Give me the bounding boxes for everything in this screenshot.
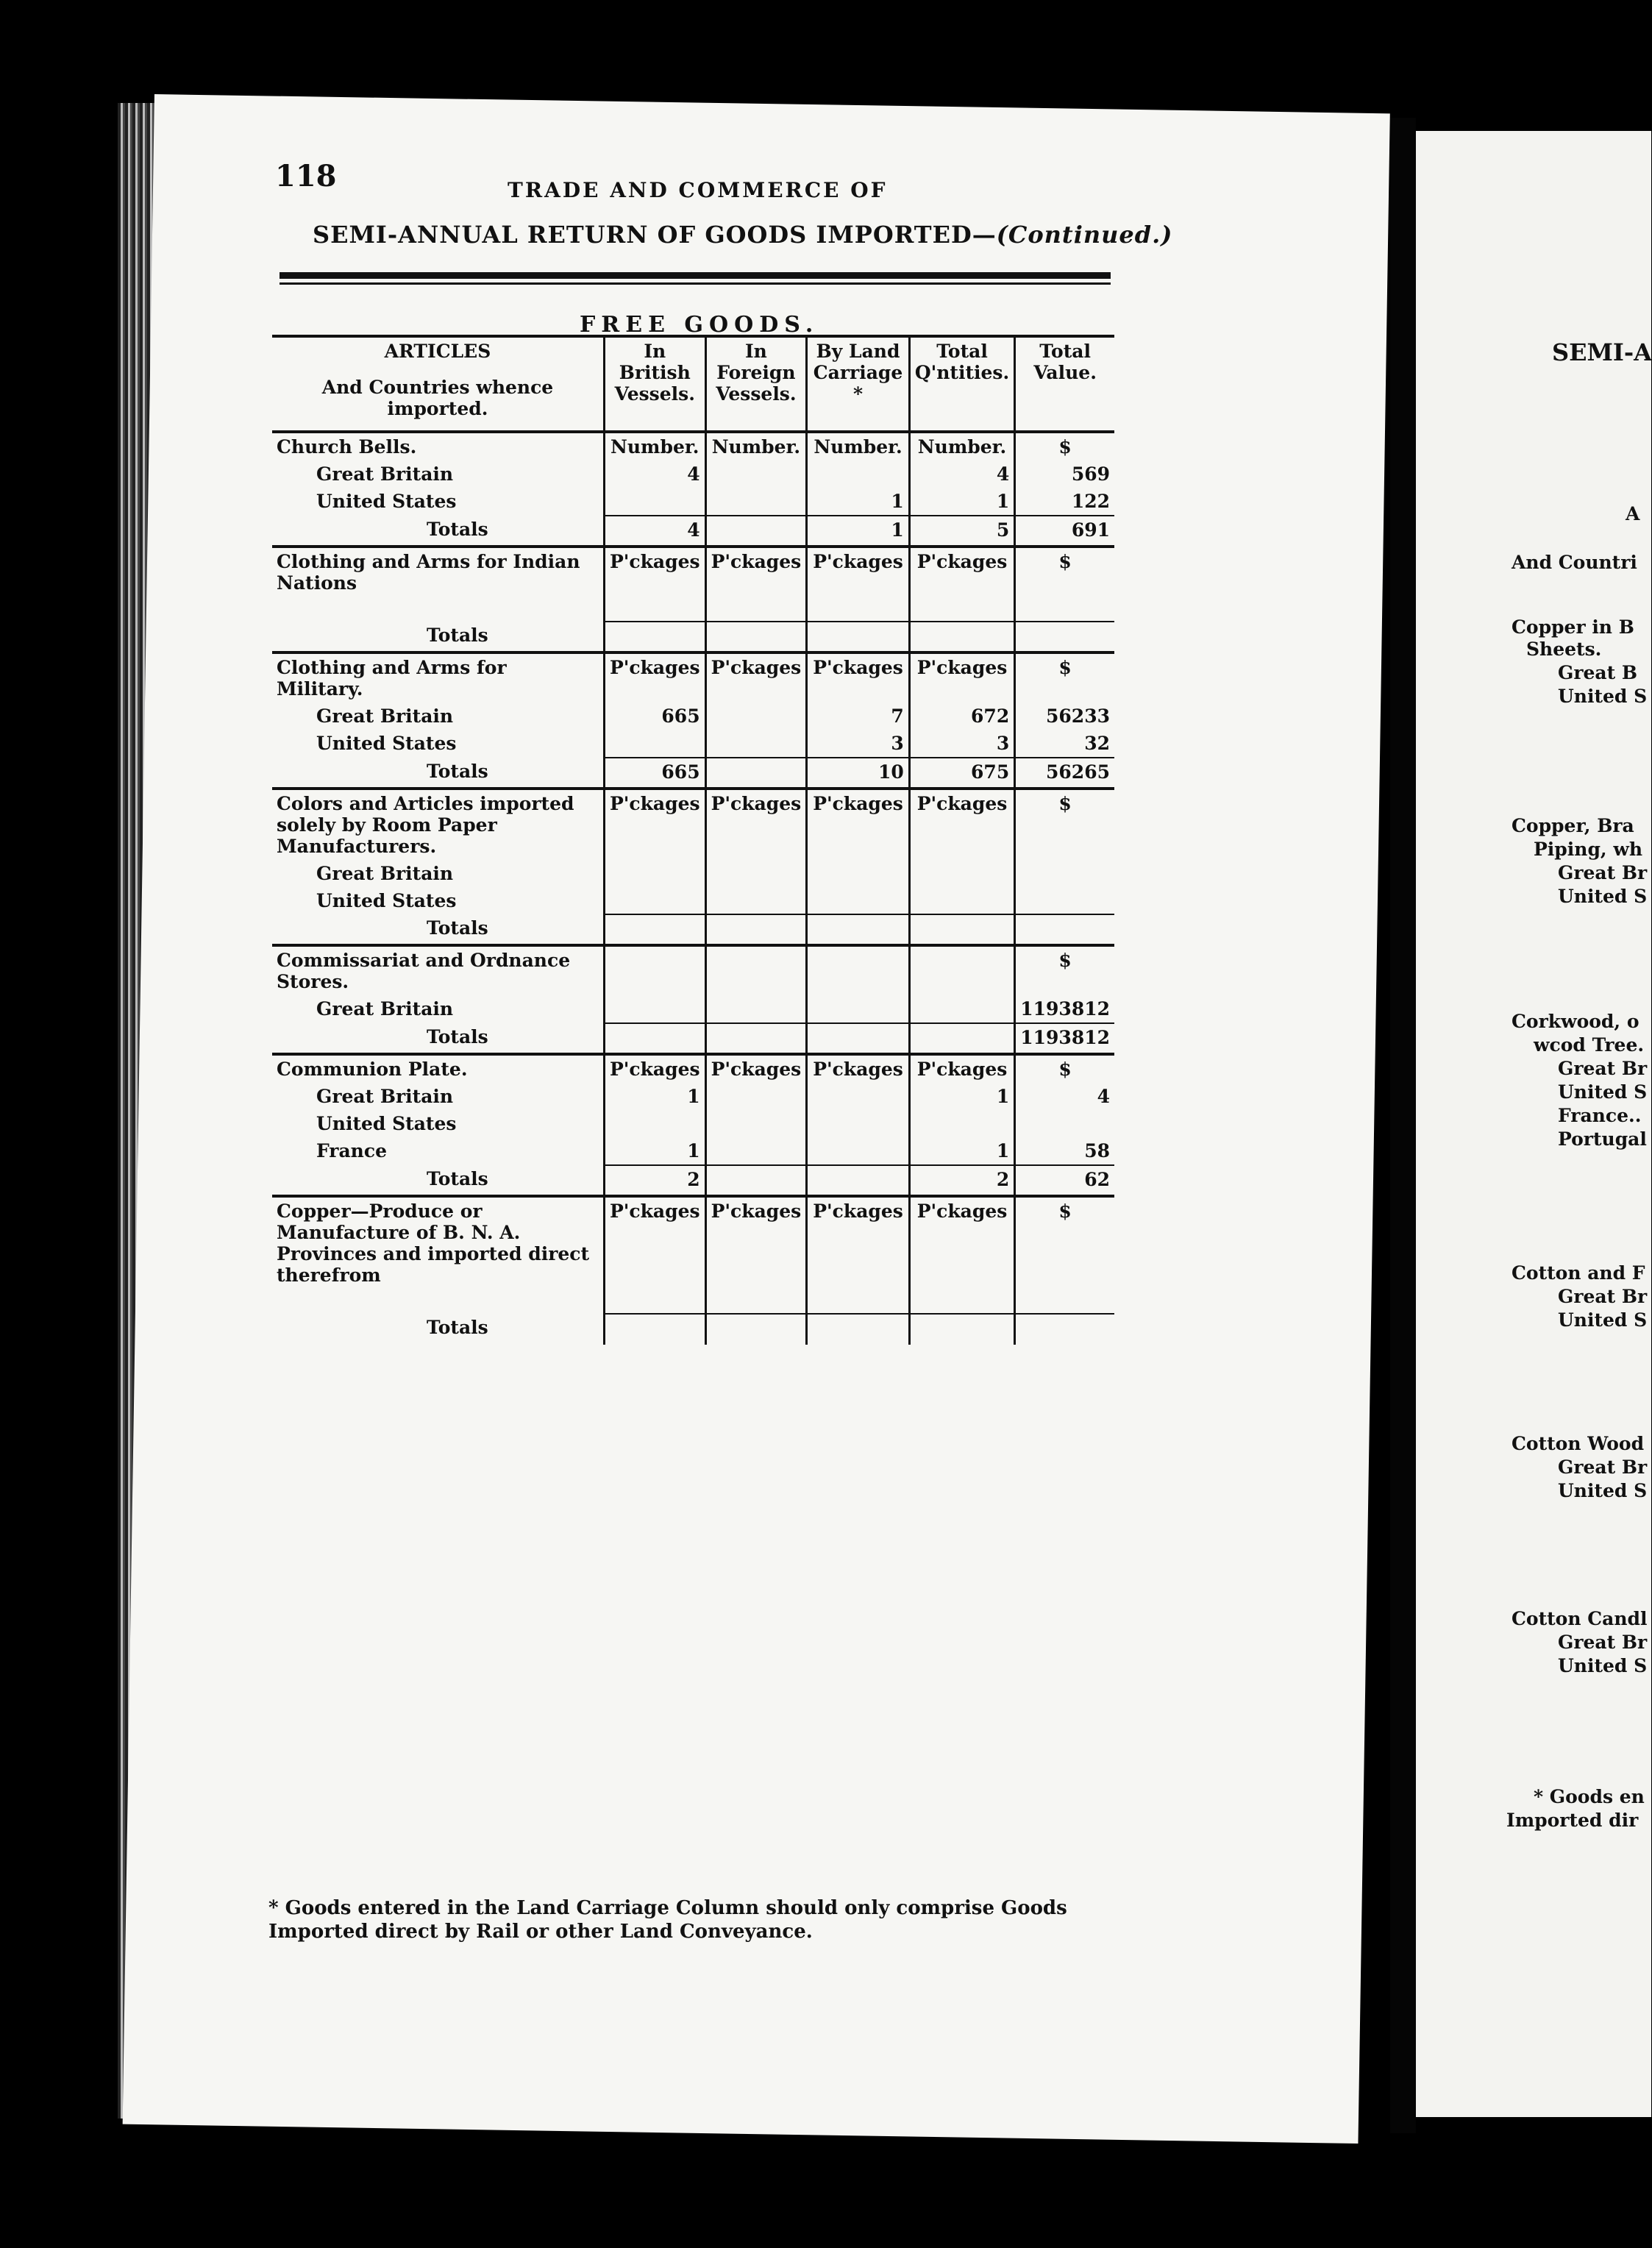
total-foreign: [705, 758, 807, 789]
cell-british: 4: [604, 460, 705, 488]
totals-row: [272, 622, 1114, 652]
cell-foreign: [705, 460, 807, 488]
right-page-fragment: Corkwood, o: [1512, 1011, 1639, 1032]
unit-label: P'ckages: [604, 789, 705, 860]
country-label: Great Britain: [316, 998, 454, 1020]
totals-row: [272, 1314, 1114, 1345]
section-header-row: [272, 789, 1114, 860]
right-page-fragment: United S: [1558, 1309, 1648, 1331]
table-row: [272, 730, 1114, 758]
total-land: [807, 1314, 910, 1345]
cell-foreign: [705, 730, 807, 758]
table-row: [272, 995, 1114, 1023]
country-label: United States: [316, 1113, 457, 1134]
right-page-fragment: United S: [1558, 1655, 1648, 1676]
total-qty: 675: [909, 758, 1014, 789]
total-qty: [909, 622, 1014, 652]
total-value: 691: [1015, 516, 1114, 547]
cell-value: [1015, 887, 1114, 914]
total-land: 10: [807, 758, 910, 789]
cell-value: [1015, 1289, 1114, 1314]
cell-value: [1015, 860, 1114, 887]
free-goods-table: [272, 335, 1114, 1345]
unit-label: P'ckages: [705, 1196, 807, 1289]
unit-label: P'ckages: [909, 652, 1014, 702]
totals-label: Totals: [427, 625, 488, 646]
cell-british: [604, 1289, 705, 1314]
unit-label: P'ckages: [807, 789, 910, 860]
cell-land: [807, 597, 910, 622]
cell-land: [807, 887, 910, 914]
cell-land: [807, 1289, 910, 1314]
cell-qty: [909, 1110, 1014, 1137]
cell-foreign: [705, 887, 807, 914]
total-british: 4: [604, 516, 705, 547]
unit-label: P'ckages: [807, 547, 910, 597]
unit-label: Number.: [807, 432, 910, 460]
cell-value: 56233: [1015, 702, 1114, 730]
section-header-row: [272, 547, 1114, 597]
right-page-fragment: Piping, wh: [1534, 839, 1643, 860]
cell-value: 4: [1015, 1083, 1114, 1110]
total-foreign: [705, 914, 807, 945]
book-gutter: [1390, 118, 1416, 2133]
section-title: Colors and Articles imported solely by Room Paper Manufacturers.: [272, 789, 604, 860]
unit-label: P'ckages: [705, 547, 807, 597]
table-header-row: [272, 336, 1114, 432]
total-land: 1: [807, 516, 910, 547]
totals-row: [272, 516, 1114, 547]
total-british: [604, 1314, 705, 1345]
totals-label: Totals: [427, 917, 488, 939]
total-value: [1015, 622, 1114, 652]
cell-land: 1: [807, 488, 910, 516]
total-land: [807, 622, 910, 652]
cell-british: 1: [604, 1083, 705, 1110]
total-land: [807, 914, 910, 945]
value-unit: $: [1015, 945, 1114, 995]
country-label: United States: [316, 890, 457, 911]
total-british: 665: [604, 758, 705, 789]
col-articles-title: ARTICLES: [384, 341, 491, 362]
cell-value: 58: [1015, 1137, 1114, 1165]
cell-foreign: [705, 995, 807, 1023]
total-value: [1015, 914, 1114, 945]
cell-value: 122: [1015, 488, 1114, 516]
col-qty: Total Q'ntities.: [909, 336, 1014, 432]
section-header-row: [272, 945, 1114, 995]
header-rule-thin: [280, 282, 1111, 285]
total-value: [1015, 1314, 1114, 1345]
total-qty: 2: [909, 1165, 1014, 1196]
country-label: United States: [316, 491, 457, 512]
cell-qty: [909, 887, 1014, 914]
col-articles: [272, 336, 604, 432]
unit-label: P'ckages: [604, 1196, 705, 1289]
right-page-fragment: Great Br: [1558, 1286, 1648, 1307]
cell-foreign: [705, 488, 807, 516]
section-header-row: [272, 652, 1114, 702]
table-row: [272, 1083, 1114, 1110]
page-number: 118: [275, 159, 337, 193]
right-page-fragment: Imported dir: [1506, 1810, 1639, 1831]
cell-value: [1015, 1110, 1114, 1137]
totals-label: Totals: [427, 1317, 488, 1338]
cell-qty: [909, 1289, 1014, 1314]
subtitle: [313, 221, 1172, 249]
total-qty: [909, 1023, 1014, 1054]
cell-british: [604, 1110, 705, 1137]
section-title: Clothing and Arms for Military.: [272, 652, 604, 702]
cell-british: [604, 488, 705, 516]
totals-label: Totals: [427, 761, 488, 782]
unit-label: P'ckages: [604, 1054, 705, 1083]
right-page-fragment: Cotton and F: [1512, 1262, 1645, 1284]
cell-british: 1: [604, 1137, 705, 1165]
cell-land: [807, 995, 910, 1023]
cell-foreign: [705, 1110, 807, 1137]
table-row: [272, 702, 1114, 730]
unit-label: P'ckages: [807, 1196, 910, 1289]
section-title: Church Bells.: [272, 432, 604, 460]
totals-row: [272, 758, 1114, 789]
right-page-fragment: Copper, Bra: [1512, 815, 1634, 836]
country-label: United States: [316, 733, 457, 754]
cell-british: [604, 597, 705, 622]
unit-label: Number.: [705, 432, 807, 460]
unit-label: Number.: [604, 432, 705, 460]
section-title: Commissariat and Ordnance Stores.: [272, 945, 604, 995]
country-label: [272, 1289, 604, 1314]
total-value: 1193812: [1015, 1023, 1114, 1054]
subtitle-continued: (Continued.): [996, 221, 1173, 249]
col-british: In British Vessels.: [604, 336, 705, 432]
running-title: TRADE AND COMMERCE OF: [508, 178, 888, 202]
totals-label: Totals: [427, 1026, 488, 1047]
cell-foreign: [705, 1137, 807, 1165]
cell-british: [604, 860, 705, 887]
unit-label: P'ckages: [909, 547, 1014, 597]
cell-land: [807, 1110, 910, 1137]
footnote: * Goods entered in the Land Carriage Column should only comprise Goods Imported direct by Rail or other Land Conveyance.: [268, 1897, 1067, 1943]
right-page-fragment: Great Br: [1558, 1456, 1648, 1478]
right-page-fragment: wcod Tree.: [1534, 1034, 1645, 1056]
cell-foreign: [705, 1083, 807, 1110]
totals-row: [272, 1165, 1114, 1196]
total-qty: 5: [909, 516, 1014, 547]
cell-qty: [909, 597, 1014, 622]
cell-foreign: [705, 597, 807, 622]
cell-british: [604, 887, 705, 914]
total-foreign: [705, 1023, 807, 1054]
value-unit: $: [1015, 1054, 1114, 1083]
cell-british: [604, 995, 705, 1023]
cell-value: 32: [1015, 730, 1114, 758]
unit-label: P'ckages: [604, 547, 705, 597]
right-page-fragment: Cotton Wood: [1512, 1433, 1645, 1454]
table-body: [272, 432, 1114, 1345]
unit-label: P'ckages: [705, 1054, 807, 1083]
unit-label: [604, 945, 705, 995]
section-header-row: [272, 1196, 1114, 1289]
cell-qty: 1: [909, 488, 1014, 516]
totals-row: [272, 914, 1114, 945]
table-row: [272, 597, 1114, 622]
section-title: Copper—Produce or Manufacture of B. N. A. Provinces and imported direct therefrom: [272, 1196, 604, 1289]
section-title: FREE GOODS.: [580, 312, 819, 338]
header-rule-thick: [280, 272, 1111, 279]
total-foreign: [705, 622, 807, 652]
cell-british: [604, 730, 705, 758]
table-row: [272, 460, 1114, 488]
unit-label: P'ckages: [807, 1054, 910, 1083]
right-page-fragment: United S: [1558, 1480, 1648, 1501]
right-page-fragment: Great Br: [1558, 1058, 1648, 1079]
right-page-fragment: SEMI-A: [1552, 338, 1652, 366]
right-page-fragment: United S: [1558, 686, 1648, 707]
right-page-fragment: Cotton Candl: [1512, 1608, 1648, 1629]
value-unit: $: [1015, 652, 1114, 702]
total-british: [604, 622, 705, 652]
value-unit: $: [1015, 789, 1114, 860]
section-header-row: [272, 1054, 1114, 1083]
value-unit: $: [1015, 432, 1114, 460]
right-page-fragment: Sheets.: [1526, 639, 1602, 660]
cell-qty: 4: [909, 460, 1014, 488]
total-value: 56265: [1015, 758, 1114, 789]
col-articles-sub: And Countries whence imported.: [321, 377, 554, 419]
total-land: [807, 1165, 910, 1196]
cell-qty: 672: [909, 702, 1014, 730]
totals-row: [272, 1023, 1114, 1054]
cell-value: [1015, 597, 1114, 622]
unit-label: P'ckages: [909, 1196, 1014, 1289]
unit-label: P'ckages: [604, 652, 705, 702]
total-foreign: [705, 516, 807, 547]
total-british: [604, 914, 705, 945]
country-label: Great Britain: [316, 705, 454, 727]
table-row: [272, 860, 1114, 887]
totals-label: Totals: [427, 1168, 488, 1189]
right-page-fragment: Copper in B: [1512, 616, 1634, 638]
total-british: [604, 1023, 705, 1054]
table-row: [272, 1110, 1114, 1137]
cell-qty: [909, 860, 1014, 887]
col-value: Total Value.: [1015, 336, 1114, 432]
unit-label: P'ckages: [705, 652, 807, 702]
table-row: [272, 887, 1114, 914]
right-page-fragment: United S: [1558, 886, 1648, 907]
col-foreign: In Foreign Vessels.: [705, 336, 807, 432]
unit-label: P'ckages: [909, 789, 1014, 860]
cell-land: [807, 1083, 910, 1110]
cell-foreign: [705, 860, 807, 887]
cell-british: 665: [604, 702, 705, 730]
cell-qty: 3: [909, 730, 1014, 758]
right-page-fragment: Great B: [1558, 662, 1638, 683]
right-page-fragment: Great Br: [1558, 862, 1648, 883]
table-row: [272, 1289, 1114, 1314]
total-foreign: [705, 1314, 807, 1345]
table-row: [272, 1137, 1114, 1165]
cell-qty: [909, 995, 1014, 1023]
cell-land: [807, 460, 910, 488]
right-page-fragment: Portugal: [1558, 1128, 1647, 1150]
right-page-fragment: Great Br: [1558, 1632, 1648, 1653]
cell-foreign: [705, 702, 807, 730]
cell-qty: 1: [909, 1083, 1014, 1110]
totals-label: Totals: [427, 519, 488, 540]
section-title: Clothing and Arms for Indian Nations: [272, 547, 604, 597]
unit-label: P'ckages: [705, 789, 807, 860]
total-value: 62: [1015, 1165, 1114, 1196]
subtitle-main: SEMI-ANNUAL RETURN OF GOODS IMPORTED—: [313, 221, 997, 249]
value-unit: $: [1015, 1196, 1114, 1289]
cell-land: [807, 860, 910, 887]
cell-land: 3: [807, 730, 910, 758]
right-page-fragment: And Countri: [1512, 552, 1637, 573]
unit-label: Number.: [909, 432, 1014, 460]
right-page-fragment: * Goods en: [1534, 1786, 1645, 1807]
section-header-row: [272, 432, 1114, 460]
cell-qty: 1: [909, 1137, 1014, 1165]
total-british: 2: [604, 1165, 705, 1196]
unit-label: [705, 945, 807, 995]
country-label: Great Britain: [316, 1086, 454, 1107]
right-page-fragment: A: [1626, 503, 1640, 524]
section-title: Communion Plate.: [272, 1054, 604, 1083]
country-label: Great Britain: [316, 463, 454, 485]
country-label: Great Britain: [316, 863, 454, 884]
right-page-fragment: United S: [1558, 1081, 1648, 1103]
unit-label: P'ckages: [807, 652, 910, 702]
cell-land: [807, 1137, 910, 1165]
total-qty: [909, 914, 1014, 945]
cell-foreign: [705, 1289, 807, 1314]
country-label: France: [316, 1140, 387, 1162]
unit-label: [807, 945, 910, 995]
total-foreign: [705, 1165, 807, 1196]
cell-value: 569: [1015, 460, 1114, 488]
unit-label: [909, 945, 1014, 995]
cell-land: 7: [807, 702, 910, 730]
total-land: [807, 1023, 910, 1054]
value-unit: $: [1015, 547, 1114, 597]
col-land: By Land Carriage *: [807, 336, 910, 432]
total-qty: [909, 1314, 1014, 1345]
right-page-fragment: France..: [1558, 1105, 1642, 1126]
cell-value: 1193812: [1015, 995, 1114, 1023]
country-label: [272, 597, 604, 622]
unit-label: P'ckages: [909, 1054, 1014, 1083]
table-row: [272, 488, 1114, 516]
